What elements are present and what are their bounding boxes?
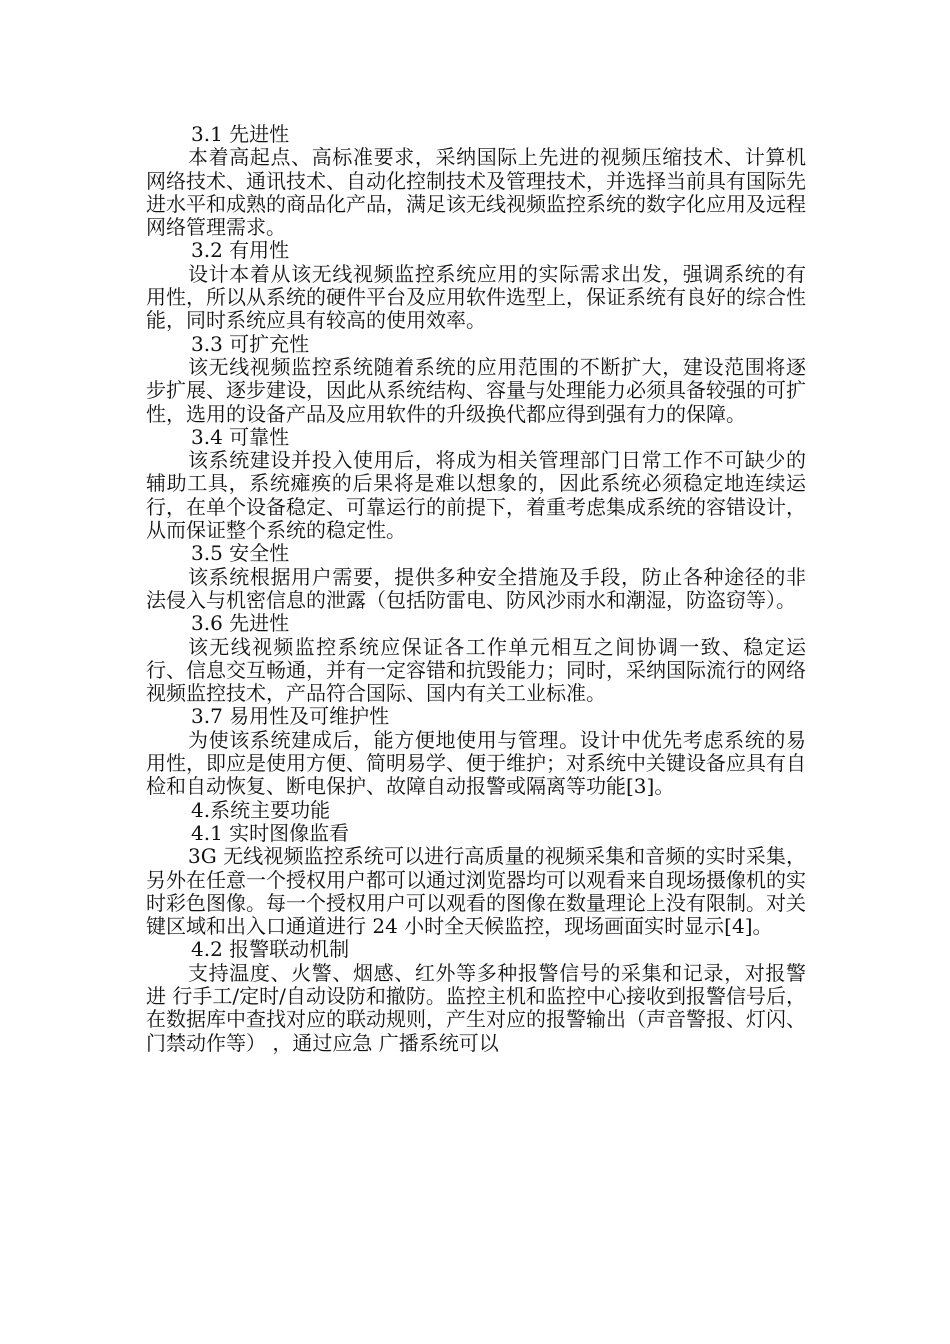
section-body-3-3: 该无线视频监控系统随着系统的应用范围的不断扩大，建设范围将逐步扩展、逐步建设，因此从系统结构、容量与处理能力必须具备较强的可扩性，选用的设备产品及应用软件的升级换代都应得到强有力的保障。 [146,354,806,426]
section-heading-4-2: 4.2 报警联动机制 [191,937,350,962]
section-heading-3-4: 3.4 可靠性 [191,424,290,449]
section-heading-4: 4.系统主要功能 [191,797,331,822]
section-heading-3-3: 3.3 可扩充性 [191,331,310,356]
section-heading-4-1: 4.1 实时图像监看 [191,820,350,845]
section-heading-3-6: 3.6 先进性 [191,611,290,636]
section-body-4-1: 3G 无线视频监控系统可以进行高质量的视频采集和音频的实时采集，另外在任意一个授权用户都可以通过浏览器均可以观看来自现场摄像机的实时彩色图像。每一个授权用户可以观看的图像在数量理论上没有限制。对关键区域和出入口通道进行 24 小时全天候监控，现场画面实时显示[4]。 [146,844,806,939]
section-body-3-4: 该系统建设并投入使用后，将成为相关管理部门日常工作不可缺少的辅助工具，系统瘫痪的后果将是难以想象的，因此系统必须稳定地连续运行，在单个设备稳定、可靠运行的前提下，着重考虑集成系统的容错设计，从而保证整个系统的稳定性。 [146,448,806,543]
section-heading-3-2: 3.2 有用性 [191,238,290,263]
section-body-3-7: 为使该系统建成后，能方便地使用与管理。设计中优先考虑系统的易用性，即应是使用方便、简明易学、便于维护；对系统中关键设备应具有自检和自动恢复、断电保护、故障自动报警或隔离等功能[3]。 [146,727,806,799]
section-body-3-6: 该无线视频监控系统应保证各工作单元相互之间协调一致、稳定运行、信息交互畅通，并有一定容错和抗毁能力；同时，采纳国际流行的网络视频监控技术，产品符合国际、国内有关工业标准。 [146,634,806,706]
section-body-3-5: 该系统根据用户需要，提供多种安全措施及手段，防止各种途径的非法侵入与机密信息的泄露（包括防雷电、防风沙雨水和潮湿，防盗窃等）。 [146,564,806,612]
section-heading-3-1: 3.1 先进性 [191,122,290,146]
section-body-4-2: 支持温度、火警、烟感、红外等多种报警信号的采集和记录，对报警进 行手工/定时/自动设防和撤防。监控主机和监控中心接收到报警信号后， 在数据库中查找对应的联动规则，产生对应的报警输出（声音警报、灯闪、门禁动作等） ，通过应急 广播系统可以 [146,960,806,1055]
section-heading-3-5: 3.5 安全性 [191,541,290,566]
section-body-3-2: 设计本着从该无线视频监控系统应用的实际需求出发，强调系统的有用性，所以从系统的硬件平台及应用软件选型上，保证系统有良好的综合性能，同时系统应具有较高的使用效率。 [146,261,806,333]
section-body-3-1: 本着高起点、高标准要求，采纳国际上先进的视频压缩技术、计算机网络技术、通讯技术、自动化控制技术及管理技术，并选择当前具有国际先进水平和成熟的商品化产品，满足该无线视频监控系统的数字化应用及远程网络管理需求。 [146,145,806,240]
section-heading-3-7: 3.7 易用性及可维护性 [191,704,390,729]
document-page [146,123,806,1055]
